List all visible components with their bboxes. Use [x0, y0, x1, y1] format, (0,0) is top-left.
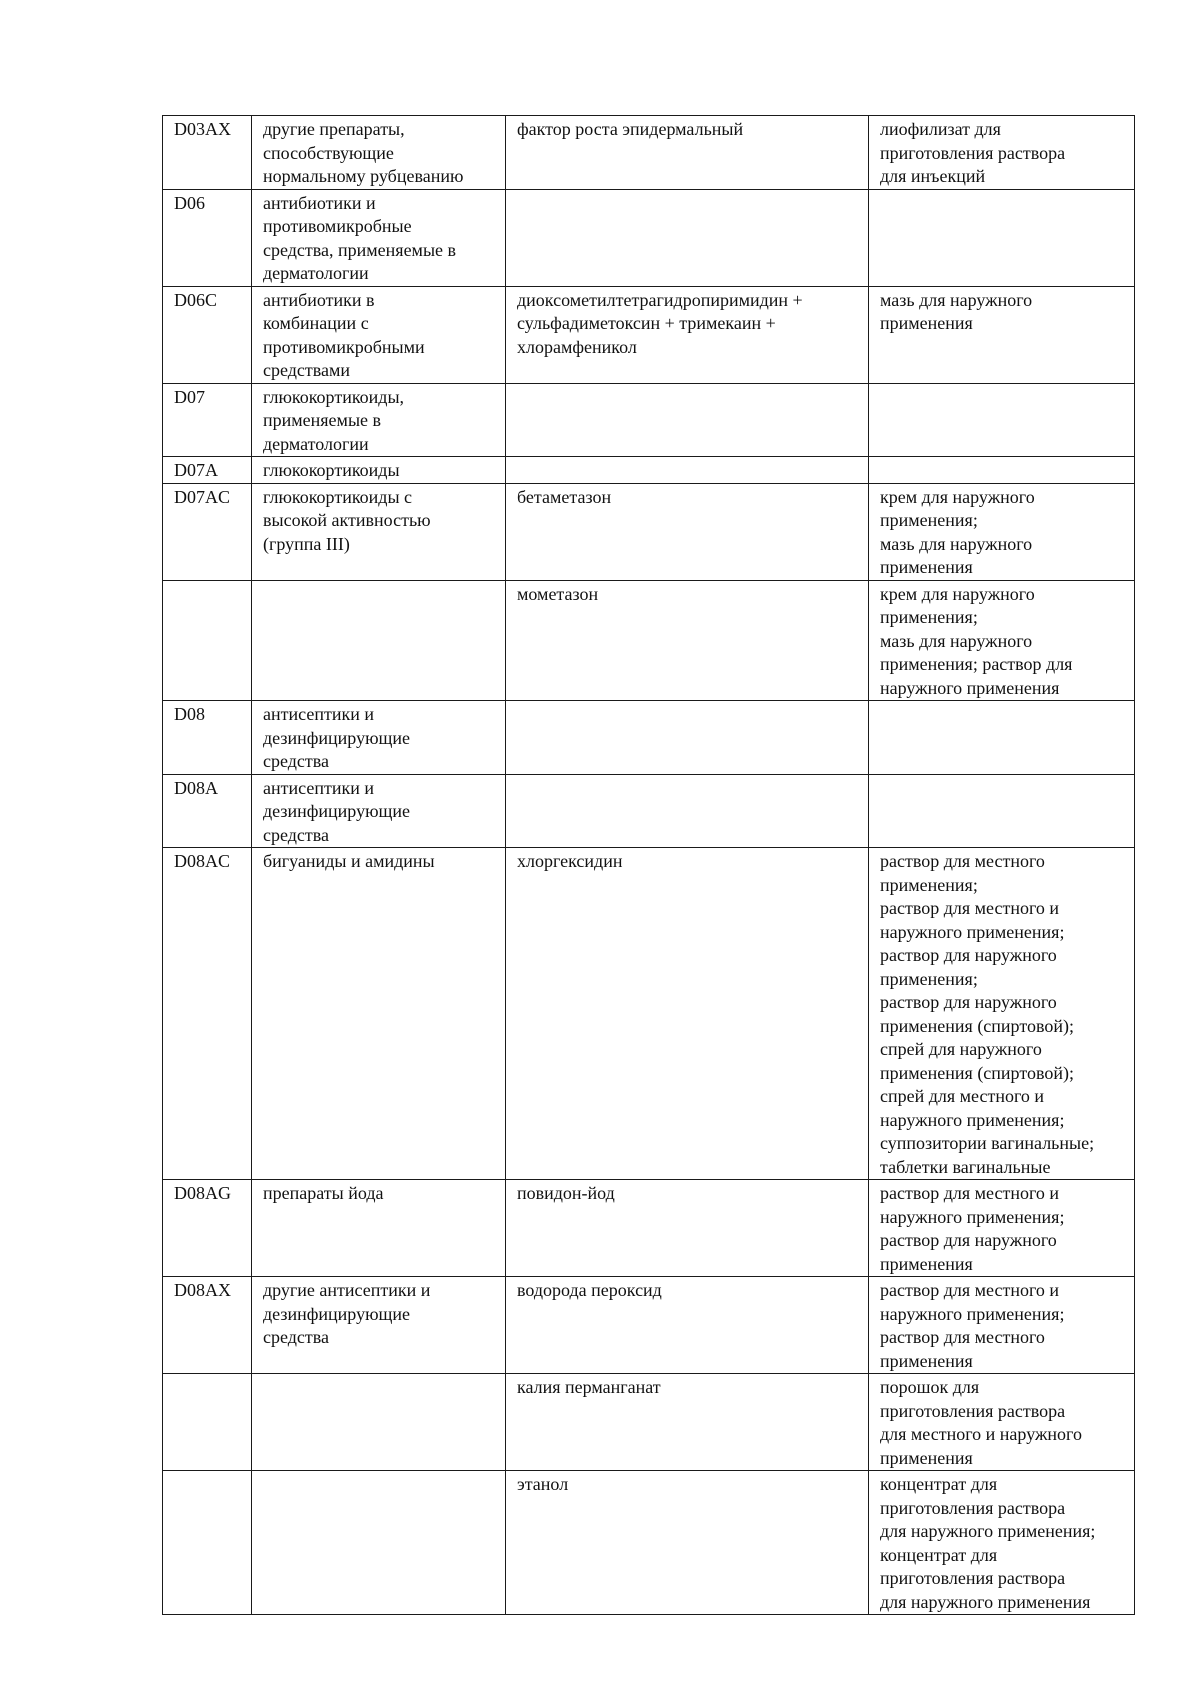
table-row — [163, 189, 1135, 286]
atc-code: D08AC — [174, 851, 231, 871]
dosage-forms-cell — [869, 286, 1135, 383]
dosage-forms-line: применения — [880, 1447, 973, 1468]
table-row — [163, 483, 1135, 580]
pharmacological-group-line: способствующие — [263, 142, 394, 163]
dosage-forms-line: применения — [880, 557, 973, 577]
dosage-forms-line: спрей для местного и — [880, 1086, 1045, 1106]
active-substance-line: повидон-йод — [517, 1183, 615, 1203]
table-row — [163, 701, 1135, 775]
dosage-forms-line: мазь для наружного — [880, 289, 1033, 310]
dosage-forms-line: применения; — [880, 510, 978, 530]
dosage-forms-line: концентрат для — [880, 1474, 998, 1494]
table-row — [163, 1180, 1135, 1277]
pharmacological-group-line: средства — [263, 824, 330, 845]
pharmacological-group-cell — [252, 483, 506, 580]
pharmacological-group-cell — [252, 1180, 506, 1277]
atc-code-cell — [163, 580, 252, 701]
active-substance-line: диоксометилтетрагидропиримидин + — [517, 289, 803, 310]
active-substance-cell — [506, 383, 869, 457]
active-substance-cell — [506, 189, 869, 286]
dosage-forms-cell — [869, 483, 1135, 580]
atc-code-cell — [163, 1374, 252, 1471]
table-row — [163, 116, 1135, 190]
drug-classification-table — [162, 115, 1135, 1615]
active-substance-cell — [506, 848, 869, 1180]
dosage-forms-line: наружного применения — [880, 677, 1060, 698]
dosage-forms-cell — [869, 1277, 1135, 1374]
atc-code: D08AG — [174, 1183, 231, 1203]
dosage-forms-cell — [869, 774, 1135, 848]
pharmacological-group-cell — [252, 383, 506, 457]
pharmacological-group-cell — [252, 457, 506, 484]
atc-code-cell — [163, 189, 252, 286]
pharmacological-group-line: противомикробные — [263, 216, 412, 236]
table-row — [163, 848, 1135, 1180]
pharmacological-group-line: препараты йода — [263, 1183, 384, 1203]
atc-code: D06 — [174, 192, 205, 213]
pharmacological-group-line: глюкокортикоиды с — [263, 486, 413, 507]
dosage-forms-cell — [869, 1180, 1135, 1277]
active-substance-line: бетаметазон — [517, 486, 612, 507]
pharmacological-group-line: бигуаниды и амидины — [263, 851, 435, 871]
pharmacological-group-cell — [252, 580, 506, 701]
active-substance-cell — [506, 457, 869, 484]
atc-code-cell — [163, 286, 252, 383]
atc-code-cell — [163, 774, 252, 848]
pharmacological-group-line: средствами — [263, 360, 351, 380]
dosage-forms-line: раствор для наружного — [880, 1230, 1057, 1250]
dosage-forms-line: приготовления раствора — [880, 1568, 1066, 1588]
dosage-forms-cell — [869, 383, 1135, 457]
dosage-forms-line: лиофилизат для — [880, 119, 1001, 139]
pharmacological-group-line: антисептики и — [263, 704, 374, 724]
pharmacological-group-line: средства, применяемые в — [263, 239, 457, 260]
atc-code-cell — [163, 116, 252, 190]
dosage-forms-cell — [869, 116, 1135, 190]
atc-code-cell — [163, 1471, 252, 1615]
active-substance-line: калия перманганат — [517, 1377, 661, 1397]
atc-code: D06C — [174, 289, 218, 310]
dosage-forms-line: раствор для наружного — [880, 945, 1057, 965]
active-substance-cell — [506, 1471, 869, 1615]
dosage-forms-line: концентрат для — [880, 1544, 998, 1565]
dosage-forms-cell — [869, 1471, 1135, 1615]
dosage-forms-line: мазь для наружного — [880, 630, 1033, 651]
dosage-forms-line: применения; — [880, 607, 978, 627]
table-row — [163, 774, 1135, 848]
dosage-forms-cell — [869, 189, 1135, 286]
dosage-forms-cell — [869, 580, 1135, 701]
dosage-forms-line: суппозитории вагинальные; — [880, 1133, 1095, 1153]
pharmacological-group-line: применяемые в — [263, 410, 382, 430]
active-substance-line: фактор роста эпидермальный — [517, 119, 744, 139]
atc-code-cell — [163, 848, 252, 1180]
pharmacological-group-cell — [252, 848, 506, 1180]
dosage-forms-line: раствор для местного и — [880, 1183, 1060, 1203]
active-substance-cell — [506, 1180, 869, 1277]
dosage-forms-cell — [869, 457, 1135, 484]
pharmacological-group-line: дерматологии — [263, 263, 369, 283]
active-substance-cell — [506, 580, 869, 701]
dosage-forms-line: крем для наружного — [880, 486, 1035, 507]
pharmacological-group-line: другие препараты, — [263, 119, 405, 139]
dosage-forms-line: порошок для — [880, 1377, 980, 1397]
dosage-forms-cell — [869, 848, 1135, 1180]
dosage-forms-line: применения; — [880, 968, 978, 989]
table-row — [163, 286, 1135, 383]
atc-code: D08AX — [174, 1280, 231, 1300]
pharmacological-group-line: дезинфицирующие — [263, 727, 410, 748]
dosage-forms-line: для инъекций — [880, 166, 986, 186]
dosage-forms-line: применения (спиртовой); — [880, 1015, 1074, 1036]
active-substance-cell — [506, 701, 869, 775]
pharmacological-group-line: дезинфицирующие — [263, 1303, 410, 1324]
pharmacological-group-line: дерматологии — [263, 433, 369, 454]
pharmacological-group-line: антибиотики в — [263, 289, 375, 310]
active-substance-line: этанол — [517, 1474, 569, 1494]
active-substance-line: сульфадиметоксин + тримекаин + — [517, 313, 776, 333]
active-substance-cell — [506, 483, 869, 580]
dosage-forms-line: для наружного применения — [880, 1591, 1091, 1612]
pharmacological-group-line: противомикробными — [263, 336, 425, 357]
pharmacological-group-line: средства — [263, 1327, 330, 1347]
dosage-forms-line: приготовления раствора — [880, 1400, 1066, 1421]
pharmacological-group-line: высокой активностью — [263, 510, 431, 530]
dosage-forms-line: раствор для местного — [880, 1327, 1045, 1347]
pharmacological-group-cell — [252, 1471, 506, 1615]
active-substance-line: хлорамфеникол — [517, 336, 637, 357]
pharmacological-group-line: антисептики и — [263, 777, 374, 798]
dosage-forms-line: раствор для местного и — [880, 898, 1060, 918]
atc-code-cell — [163, 1180, 252, 1277]
table-row — [163, 457, 1135, 484]
pharmacological-group-line: другие антисептики и — [263, 1280, 431, 1300]
table-row — [163, 1471, 1135, 1615]
dosage-forms-line: раствор для местного и — [880, 1280, 1060, 1300]
table-row — [163, 383, 1135, 457]
pharmacological-group-line: антибиотики и — [263, 192, 376, 213]
dosage-forms-line: раствор для местного — [880, 851, 1045, 871]
atc-code-cell — [163, 383, 252, 457]
dosage-forms-line: применения (спиртовой); — [880, 1062, 1074, 1083]
dosage-forms-line: раствор для наружного — [880, 992, 1057, 1012]
active-substance-cell — [506, 1374, 869, 1471]
pharmacological-group-cell — [252, 1277, 506, 1374]
pharmacological-group-line: комбинации с — [263, 313, 369, 333]
pharmacological-group-line: нормальному рубцеванию — [263, 166, 464, 186]
dosage-forms-line: таблетки вагинальные — [880, 1156, 1051, 1177]
pharmacological-group-cell — [252, 701, 506, 775]
dosage-forms-line: применения — [880, 1350, 973, 1371]
atc-code: D07 — [174, 386, 205, 407]
dosage-forms-line: приготовления раствора — [880, 1497, 1066, 1518]
dosage-forms-line: крем для наружного — [880, 583, 1035, 604]
atc-code: D08A — [174, 777, 218, 798]
atc-code-cell — [163, 457, 252, 484]
pharmacological-group-line: (группа III) — [263, 533, 350, 554]
atc-code: D07A — [174, 460, 218, 480]
dosage-forms-line: применения; — [880, 874, 978, 895]
active-substance-line: мометазон — [517, 583, 599, 604]
active-substance-line: хлоргексидин — [517, 851, 623, 871]
dosage-forms-line: спрей для наружного — [880, 1039, 1042, 1059]
table-row — [163, 580, 1135, 701]
dosage-forms-line: применения; раствор для — [880, 654, 1073, 674]
pharmacological-group-cell — [252, 189, 506, 286]
dosage-forms-line: наружного применения; — [880, 1109, 1065, 1130]
dosage-forms-line: приготовления раствора — [880, 142, 1066, 163]
dosage-forms-cell — [869, 701, 1135, 775]
pharmacological-group-line: дезинфицирующие — [263, 801, 410, 821]
active-substance-line: водорода пероксид — [517, 1280, 662, 1300]
pharmacological-group-cell — [252, 1374, 506, 1471]
atc-code: D03AX — [174, 119, 231, 139]
table-row — [163, 1277, 1135, 1374]
active-substance-cell — [506, 774, 869, 848]
dosage-forms-cell — [869, 1374, 1135, 1471]
pharmacological-group-line: глюкокортикоиды — [263, 460, 400, 480]
pharmacological-group-cell — [252, 286, 506, 383]
active-substance-cell — [506, 286, 869, 383]
active-substance-cell — [506, 1277, 869, 1374]
dosage-forms-line: для местного и наружного — [880, 1424, 1082, 1444]
pharmacological-group-line: глюкокортикоиды, — [263, 386, 405, 407]
pharmacological-group-cell — [252, 774, 506, 848]
atc-code: D08 — [174, 704, 205, 724]
pharmacological-group-line: средства — [263, 751, 330, 771]
atc-code: D07AC — [174, 486, 231, 507]
dosage-forms-line: применения — [880, 1253, 973, 1274]
dosage-forms-line: наружного применения; — [880, 1303, 1065, 1324]
dosage-forms-line: для наружного применения; — [880, 1521, 1096, 1541]
active-substance-cell — [506, 116, 869, 190]
table-row — [163, 1374, 1135, 1471]
table-body — [163, 116, 1135, 1615]
pharmacological-group-cell — [252, 116, 506, 190]
atc-code-cell — [163, 1277, 252, 1374]
atc-code-cell — [163, 701, 252, 775]
atc-code-cell — [163, 483, 252, 580]
dosage-forms-line: мазь для наружного — [880, 533, 1033, 554]
dosage-forms-line: применения — [880, 313, 973, 333]
dosage-forms-line: наружного применения; — [880, 1206, 1065, 1227]
dosage-forms-line: наружного применения; — [880, 921, 1065, 942]
